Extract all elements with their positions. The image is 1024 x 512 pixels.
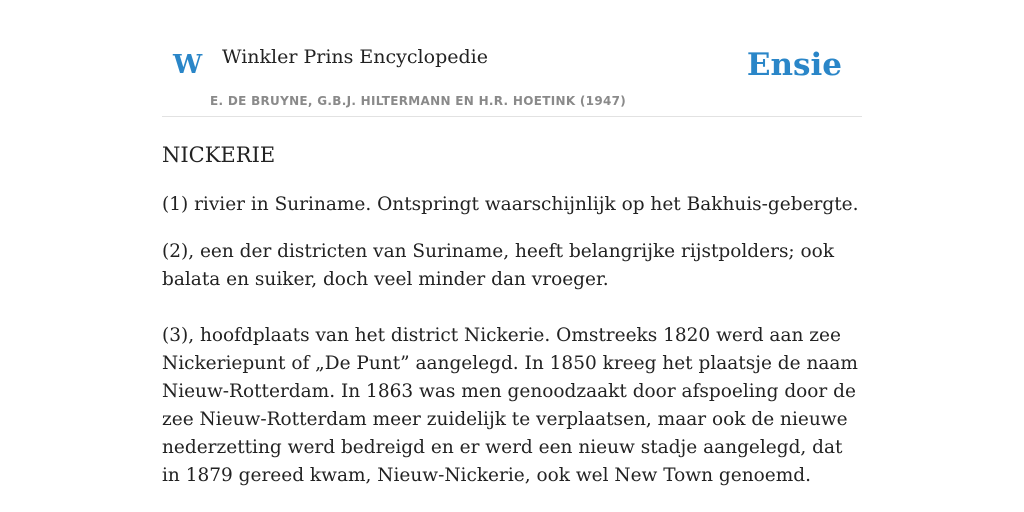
- book-title[interactable]: Winkler Prins Encyclopedie: [222, 46, 488, 68]
- book-authors: E. DE BRUYNE, G.B.J. HILTERMANN EN H.R. HOETINK (1947): [210, 94, 627, 108]
- ensie-logo-link[interactable]: Ensie: [746, 47, 842, 83]
- page: [162, 0, 862, 512]
- book-logo-icon[interactable]: W: [173, 50, 203, 80]
- article: [162, 139, 862, 490]
- definition-paragraph-3: (3), hoofdplaats van het district Nickerie. Omstreeks 1820 werd aan zee Nickeriepunt of „De Punt” aangelegd. In 1850 kreeg het plaatsje de naam Nieuw-Rotterdam. In 1863 was men genoodzaakt door afspoeling door de zee Nieuw-Rotterdam meer zuidelijk te verplaatsen, maar ook de nieuwe nederzetting werd bedreigd en er werd een nieuw stadje aangelegd, dat in 1879 gereed kwam, Nieuw-Nickerie, ook wel New Town genoemd.: [162, 325, 858, 486]
- entry-title: NICKERIE: [162, 143, 276, 167]
- header: [162, 0, 862, 117]
- definition-paragraph-1: (1) rivier in Suriname. Ontspringt waarschijnlijk op het Bakhuis-gebergte.: [162, 194, 859, 215]
- definition-paragraph-2: (2), een der districten van Suriname, heeft belangrijke rijstpolders; ook balata en suiker, doch veel minder dan vroeger.: [162, 241, 835, 290]
